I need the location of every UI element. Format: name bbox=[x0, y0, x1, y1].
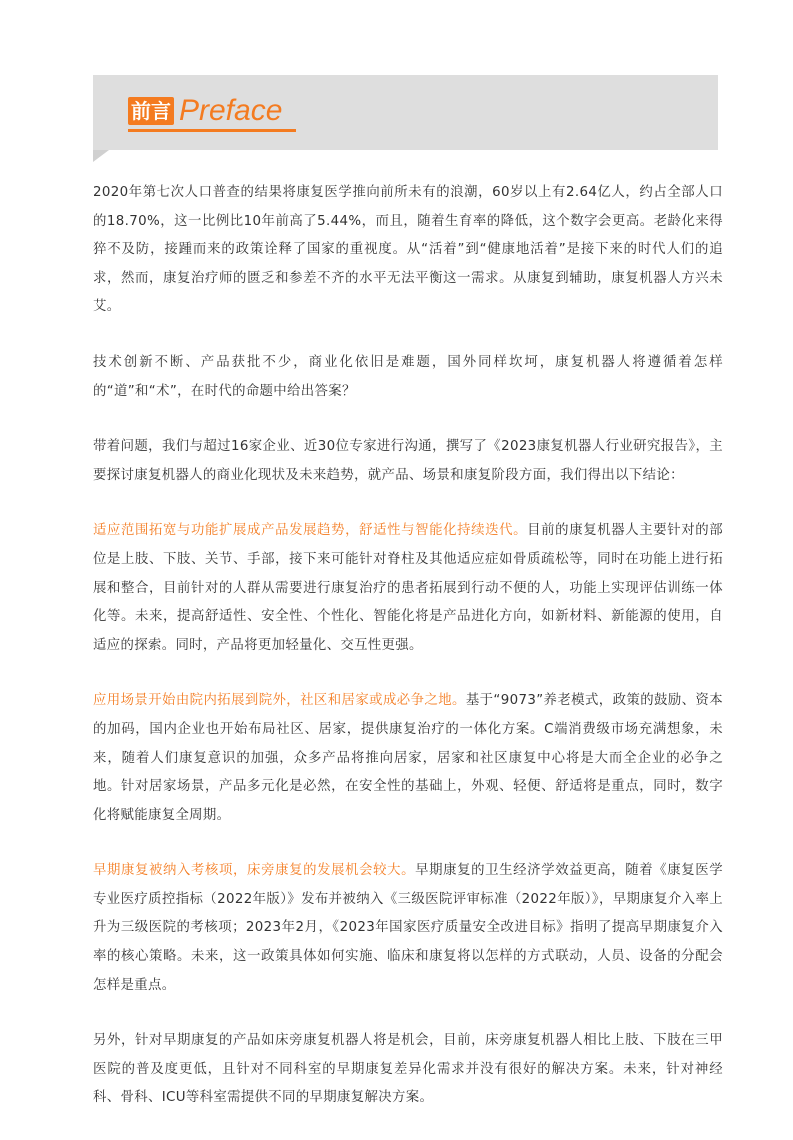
paragraph-bedside bbox=[93, 1027, 723, 1113]
paragraph-highlight: 早期康复被纳入考核项，床旁康复的发展机会较大。 bbox=[93, 863, 416, 879]
paragraph-conclusion-scenario bbox=[93, 687, 723, 830]
section-title bbox=[128, 95, 282, 127]
paragraph-text: 另外，针对早期康复的产品如床旁康复机器人将是机会，目前，床旁康复机器人相比上肢、下肢在三甲医院的普及度更低，且针对不同科室的早期康复差异化需求并没有很好的解决方案。未来，针对神经科、骨科、ICU等科室需提供不同的早期康复解决方案。 bbox=[93, 1033, 723, 1106]
paragraph-highlight: 适应范围拓宽与功能扩展成产品发展趋势，舒适性与智能化持续迭代。 bbox=[93, 523, 528, 539]
paragraph-conclusion-early-rehab bbox=[93, 857, 723, 1000]
paragraph-text: 目前的康复机器人主要针对的部位是上肢、下肢、关节、手部，接下来可能针对脊柱及其他适应症如骨质疏松等，同时在功能上进行拓展和整合，目前针对的人群从需要进行康复治疗的患者拓展到行动不便的人，功能上实现评估训练一体化等。未来，提高舒适性、安全性、个性化、智能化将是产品进化方向，如新材料、新能源的使用，自适应的探索。同时，产品将更加轻量化、交互性更强。 bbox=[93, 523, 723, 653]
paragraph-conclusion-product bbox=[93, 517, 723, 660]
section-badge: 前言 bbox=[128, 97, 174, 125]
paragraph-text: 基于“9073”养老模式，政策的鼓励、资本的加码，国内企业也开始布局社区、居家，提供康复治疗的一体化方案。C端消费级市场充满想象，未来，随着人们康复意识的加强，众多产品将推向居家，居家和社区康复中心将是大而全企业的必争之地。针对居家场景，产品多元化是必然，在安全性的基础上，外观、轻便、舒适将是重点，同时，数字化将赋能康复全周期。 bbox=[93, 693, 723, 823]
paragraph-question bbox=[93, 349, 723, 406]
paragraph-text: 技术创新不断、产品获批不少，商业化依旧是难题，国外同样坎坷，康复机器人将遵循着怎样的“道”和“术”，在时代的命题中给出答案？ bbox=[93, 354, 723, 399]
title-underline bbox=[128, 129, 296, 132]
header-fold-corner bbox=[93, 150, 109, 162]
paragraph-text: 2020年第七次人口普查的结果将康复医学推向前所未有的浪潮，60岁以上有2.64亿人，约占全部人口的18.70%，这一比例比10年前高了5.44%，而且，随着生育率的降低，这个数字会更高。老龄化来得猝不及防，接踵而来的政策诠释了国家的重视度。从“活着”到“健康地活着”是接下来的时代人们的追求，然而，康复治疗师的匮乏和参差不齐的水平无法平衡这一需求。从康复到辅助，康复机器人方兴未艾。 bbox=[93, 185, 723, 315]
paragraph-text: 早期康复的卫生经济学效益更高，随着《康复医学专业医疗质控指标（2022年版）》发布并被纳入《三级医院评审标准（2022年版）》，早期康复介入率上升为三级医院的考核项；2023年2月，《2023年国家医疗质量安全改进目标》指明了提高早期康复介入率的核心策略。未来，这一政策具体如何实施、临床和康复将以怎样的方式联动，人员、设备的分配会怎样是重点。 bbox=[93, 863, 723, 993]
preface-body bbox=[93, 179, 723, 1140]
paragraph-text: 带着问题，我们与超过16家企业、近30位专家进行沟通，撰写了《2023康复机器人行业研究报告》，主要探讨康复机器人的商业化现状及未来趋势，就产品、场景和康复阶段方面，我们得出以下结论： bbox=[93, 439, 723, 483]
section-title-text: Preface bbox=[179, 94, 283, 127]
paragraph-census bbox=[93, 179, 723, 322]
paragraph-highlight: 应用场景开始由院内拓展到院外，社区和居家或成必争之地。 bbox=[93, 693, 466, 709]
paragraph-research bbox=[93, 433, 723, 490]
